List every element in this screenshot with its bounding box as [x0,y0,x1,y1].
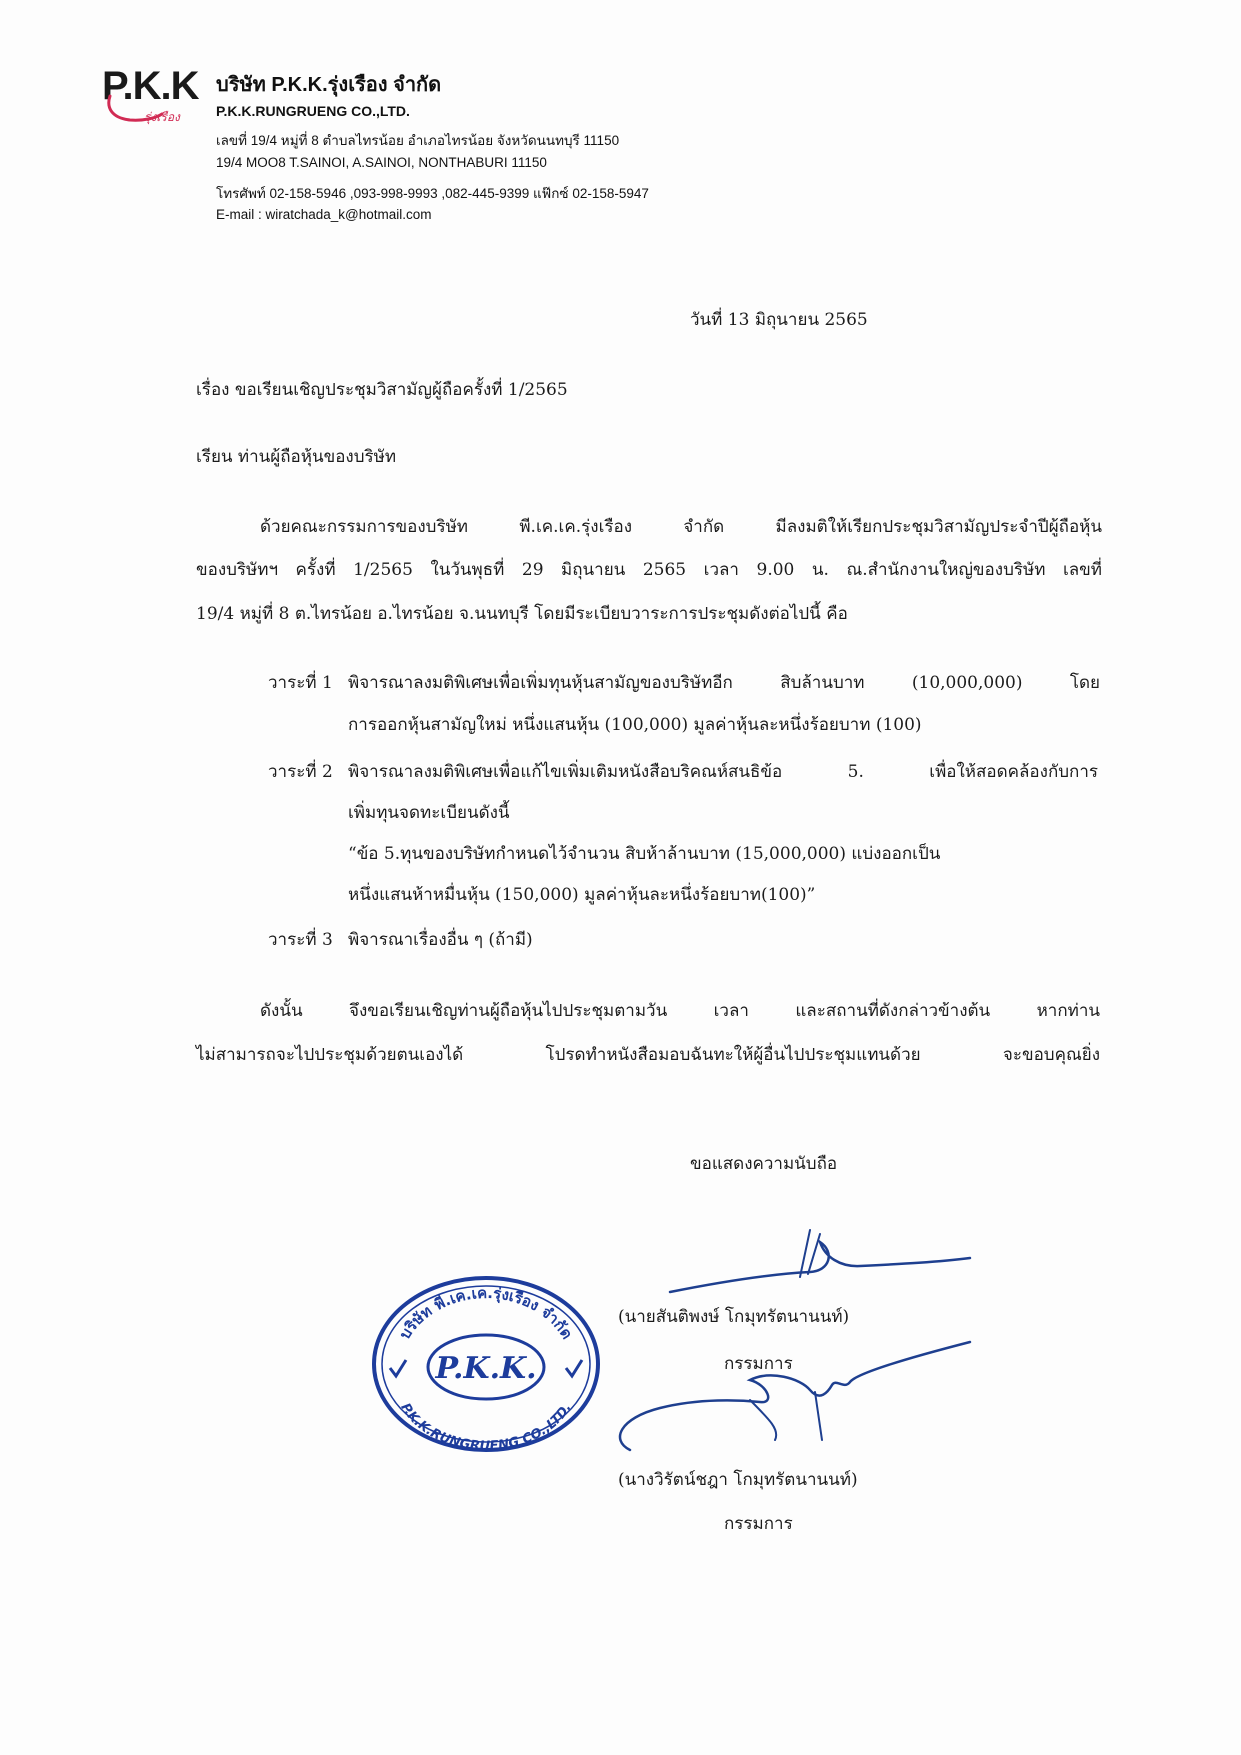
stamp-center-text: P.K.K. [435,1351,537,1386]
company-address-th: เลขที่ 19/4 หมู่ที่ 8 ตำบลไทรน้อย อำเภอไทรน้อย จังหวัดนนทบุรี 11150 [216,133,620,148]
letter-subject: เรื่อง ขอเรียนเชิญประชุมวิสามัญผู้ถือครั้งที่ 1/2565 [196,380,568,400]
agenda-2-line-4: หนึ่งแสนห้าหมื่นหุ้น (150,000) มูลค่าหุ้นละหนึ่งร้อยบาท(100)” [348,885,816,905]
agenda-1-line-2: การออกหุ้นสามัญใหม่ หนึ่งแสนหุ้น (100,000) มูลค่าหุ้นละหนึ่งร้อยบาท (100) [348,715,922,735]
company-name-th: บริษัท P.K.K.รุ่งเรือง จำกัด [216,74,442,96]
agenda-3-label: วาระที่ 3 [268,930,333,950]
logo-subtext: รุ่งเรือง [144,110,180,124]
company-address-en: 19/4 MOO8 T.SAINOI, A.SAINOI, NONTHABURI 11150 [216,155,547,170]
company-name-en: P.K.K.RUNGRUENG CO.,LTD. [216,103,410,119]
agenda-3-line-1: พิจารณาเรื่องอื่น ๆ (ถ้ามี) [348,930,533,950]
agenda-1-line-1: พิจารณาลงมติพิเศษเพื่อเพิ่มทุนหุ้นสามัญของบริษัทอีก สิบล้านบาท (10,000,000) โดย [348,673,1100,693]
signatory-2-title: กรรมการ [724,1514,793,1534]
agenda-2-line-1: พิจารณาลงมติพิเศษเพื่อแก้ไขเพิ่มเติมหนังสือบริคณห์สนธิข้อ 5. เพื่อให้สอดคล้องกับการ [348,762,1098,782]
signature-2-image [600,1330,980,1460]
company-contact: โทรศัพท์ 02-158-5946 ,093-998-9993 ,082-445-9399 แฟ๊กซ์ 02-158-5947 [216,186,649,201]
stamp-top-text: บริษัท พี.เค.เค.รุ่งเรือง จำกัด [395,1283,577,1343]
letter-salutation: เรียน ท่านผู้ถือหุ้นของบริษัท [196,447,397,467]
logo-text: P.K.K [102,64,199,108]
signatory-2-name: (นางวิรัตน์ชฎา โกมุทรัตนานนท์) [618,1470,858,1490]
signatory-1-name: (นายสันติพงษ์ โกมุทรัตนานนท์) [618,1307,850,1327]
intro-line-1: ด้วยคณะกรรมการของบริษัท พี.เค.เค.รุ่งเรือง จำกัด มีลงมติให้เรียกประชุมวิสามัญประจำปีผู้ถือหุ้น [260,517,1102,537]
stamp-check-right-icon [566,1360,582,1376]
company-email: E-mail : wiratchada_k@hotmail.com [216,207,432,222]
closing-line-1: ดังนั้น จึงขอเรียนเชิญท่านผู้ถือหุ้นไปประชุมตามวัน เวลา และสถานที่ดังกล่าวข้างต้น หากท่าน [260,1001,1100,1021]
intro-line-3: 19/4 หมู่ที่ 8 ต.ไทรน้อย อ.ไทรน้อย จ.นนทบุรี โดยมีระเบียบวาระการประชุมดังต่อไปนี้ คือ [196,604,848,624]
agenda-2-line-2: เพิ่มทุนจดทะเบียนดังนี้ [348,803,510,823]
stamp-check-left-icon [390,1360,406,1376]
letter-regards: ขอแสดงความนับถือ [690,1154,838,1174]
agenda-2-line-3: “ข้อ 5.ทุนของบริษัทกำหนดไว้จำนวน สิบห้าล้านบาท (15,000,000) แบ่งออกเป็น [348,844,941,864]
letter-date: วันที่ 13 มิถุนายน 2565 [690,310,868,330]
closing-line-2: ไม่สามารถจะไปประชุมด้วยตนเองได้ โปรดทำหนังสือมอบฉันทะให้ผู้อื่นไปประชุมแทนด้วย จะขอบคุณยิ่ง [196,1045,1100,1065]
signature-1-image [660,1222,980,1312]
agenda-2-label: วาระที่ 2 [268,762,333,782]
signatory-1-title: กรรมการ [724,1354,793,1374]
agenda-1-label: วาระที่ 1 [268,673,333,693]
company-logo [102,64,210,136]
company-stamp [368,1272,604,1456]
intro-line-2: ของบริษัทฯ ครั้งที่ 1/2565 ในวันพุธที่ 29 มิถุนายน 2565 เวลา 9.00 น. ณ.สำนักงานใหญ่ของบริษัท เลขที่ [196,560,1102,580]
stamp-bottom-text: P.K.K.RUNGRUENG CO.,LTD. [397,1400,575,1455]
